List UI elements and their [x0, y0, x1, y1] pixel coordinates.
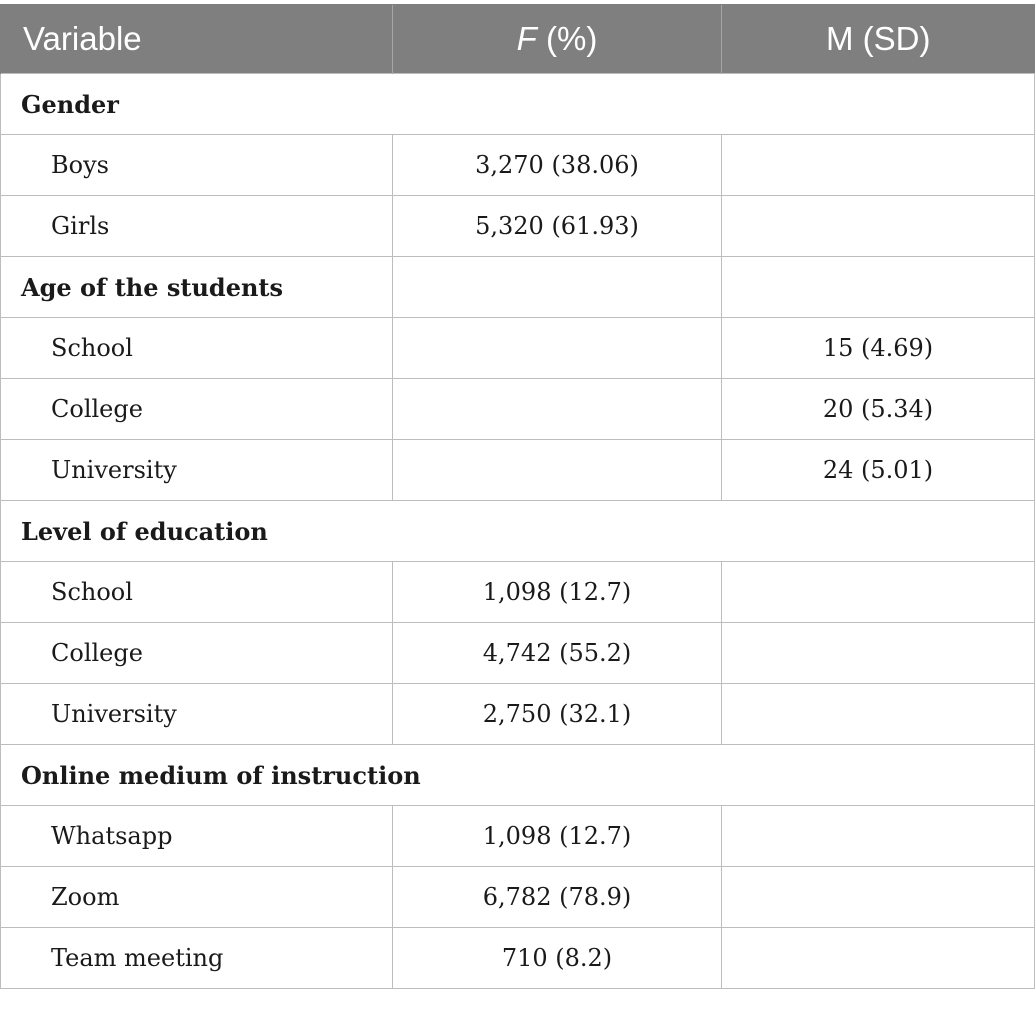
section-label: Age of the students [1, 257, 393, 318]
row-label: Team meeting [1, 928, 393, 989]
frequency-cell [393, 318, 722, 379]
table-row [1, 867, 1035, 928]
header-mean-sd: M (SD) [722, 5, 1035, 74]
mean-sd-cell [722, 867, 1035, 928]
row-label: University [1, 440, 393, 501]
frequency-cell: 6,782 (78.9) [393, 867, 722, 928]
row-label: University [1, 684, 393, 745]
row-label: Whatsapp [1, 806, 393, 867]
mean-sd-cell [722, 196, 1035, 257]
frequency-cell: 1,098 (12.7) [393, 562, 722, 623]
mean-sd-cell [722, 623, 1035, 684]
header-frequency-letter: F [516, 20, 537, 57]
row-label: School [1, 562, 393, 623]
frequency-cell [393, 379, 722, 440]
table-row [1, 623, 1035, 684]
header-frequency [393, 5, 722, 74]
mean-sd-cell: 24 (5.01) [722, 440, 1035, 501]
row-label: College [1, 379, 393, 440]
table-row [1, 806, 1035, 867]
section-label: Gender [1, 74, 1035, 135]
mean-sd-cell [722, 806, 1035, 867]
table-row [1, 684, 1035, 745]
section-row-age [1, 257, 1035, 318]
mean-sd-cell [722, 684, 1035, 745]
mean-sd-cell [722, 257, 1035, 318]
table-row [1, 440, 1035, 501]
mean-sd-cell [722, 562, 1035, 623]
mean-sd-cell: 15 (4.69) [722, 318, 1035, 379]
section-row-gender [1, 74, 1035, 135]
frequency-cell [393, 257, 722, 318]
table-row [1, 196, 1035, 257]
frequency-cell: 710 (8.2) [393, 928, 722, 989]
row-label: Zoom [1, 867, 393, 928]
section-row-education [1, 501, 1035, 562]
table-row [1, 135, 1035, 196]
frequency-cell: 2,750 (32.1) [393, 684, 722, 745]
section-label: Level of education [1, 501, 1035, 562]
section-label: Online medium of instruction [1, 745, 1035, 806]
row-label: School [1, 318, 393, 379]
header-row [1, 5, 1035, 74]
table-header [1, 5, 1035, 74]
row-label: Boys [1, 135, 393, 196]
frequency-cell: 3,270 (38.06) [393, 135, 722, 196]
row-label: College [1, 623, 393, 684]
frequency-cell: 5,320 (61.93) [393, 196, 722, 257]
header-variable: Variable [1, 5, 393, 74]
table-body [1, 74, 1035, 989]
demographics-table [0, 4, 1035, 989]
mean-sd-cell [722, 928, 1035, 989]
header-frequency-percent: (%) [536, 20, 598, 57]
table-row [1, 318, 1035, 379]
table-row [1, 379, 1035, 440]
frequency-cell: 1,098 (12.7) [393, 806, 722, 867]
table-row [1, 562, 1035, 623]
mean-sd-cell [722, 135, 1035, 196]
frequency-cell: 4,742 (55.2) [393, 623, 722, 684]
frequency-cell [393, 440, 722, 501]
mean-sd-cell: 20 (5.34) [722, 379, 1035, 440]
section-row-online-medium [1, 745, 1035, 806]
row-label: Girls [1, 196, 393, 257]
table-row [1, 928, 1035, 989]
